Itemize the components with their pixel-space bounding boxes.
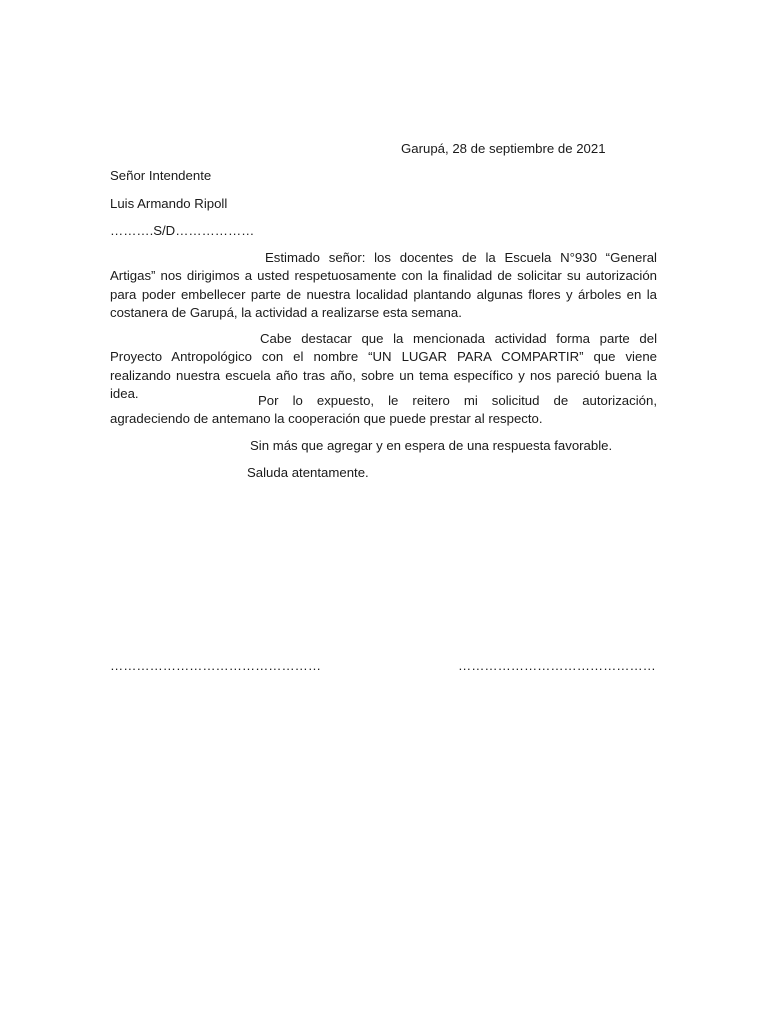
body-paragraph-2: Cabe destacar que la mencionada actividad forma parte del Proyecto Antropológico con el nombre “UN LUGAR PARA COMPARTIR” que viene realizando nuestra escuela año tras año, sobre un tema específico y nos pareció buena la idea. <box>110 331 657 401</box>
body-paragraph-3: Por lo expuesto, le reitero mi solicitud de autorización, agradeciendo de antemano la cooperación que puede prestar al respecto. <box>110 393 657 427</box>
recipient-title: Señor Intendente <box>110 168 212 183</box>
salutation-line: Saluda atentamente. <box>247 465 369 480</box>
closing-line: Sin más que agregar y en espera de una respuesta favorable. <box>250 438 613 453</box>
body-paragraph-1: Estimado señor: los docentes de la Escuela N°930 “General Artigas” nos dirigimos a usted respetuosamente con la finalidad de solicitar su autorización para poder embellecer parte de nuestra localidad plantando algunas flores y árboles en la costanera de Garupá, la actividad a realizarse esta semana. <box>110 250 657 320</box>
sd-line: ……….S/D……………… <box>110 223 255 238</box>
signature-line-left: ………………………………………… <box>110 658 321 673</box>
signature-line-right: ……………………………………… <box>458 658 656 673</box>
recipient-name: Luis Armando Ripoll <box>110 196 228 211</box>
date-line: Garupá, 28 de septiembre de 2021 <box>401 141 606 156</box>
